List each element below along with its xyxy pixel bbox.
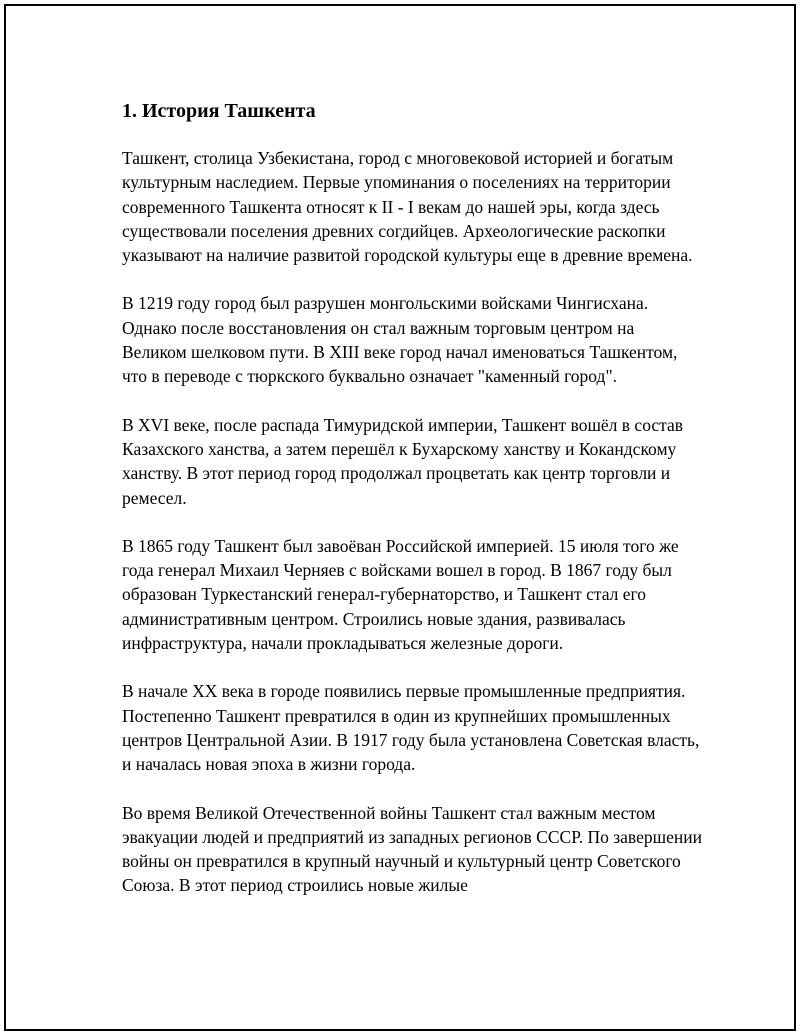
paragraph-russian-empire: В 1865 году Ташкент был завоёван Российской империей. 15 июля того же года генерал Михаил Черняев с войсками вошел в город. В 1867 году был образован Туркестанский генерал-губернаторство, и Ташкент стал его административным центром. Строились новые здания, развивалась инфраструктура, начали прокладываться железные дороги.	[122, 535, 679, 654]
document-body	[122, 98, 702, 922]
paragraph-twentieth-century: В начале XX века в городе появились первые промышленные предприятия. Постепенно Ташкент превратился в один из крупнейших промышленных центров Центральной Азии. В 1917 году была установлена Советская власть, и началась новая эпоха в жизни города.	[122, 681, 700, 775]
paragraph-khanates: В XVI веке, после распада Тимуридской империи, Ташкент вошёл в состав Казахского ханства, а затем перешёл к Бухарскому ханству и Кокандскому ханству. В этот период город продолжал процветать как центр торговли и ремесел.	[122, 414, 684, 508]
paragraph-origins: Ташкент, столица Узбекистана, город с многовековой историей и богатым культурным наследием. Первые упоминания о поселениях на территории современного Ташкента относят к II - I векам до нашей эры, когда здесь существовали поселения древних согдийцев. Археологические раскопки указывают на наличие развитой городской культуры еще в древние времена.	[122, 148, 693, 266]
document-page	[4, 4, 796, 1031]
paragraph-mongol-era: В 1219 году город был разрушен монгольскими войсками Чингисхана. Однако после восстановления он стал важным торговым центром на Великом шелковом пути. В XIII веке город начал именоваться Ташкентом, что в переводе с тюркского буквально означает "каменный город".	[122, 293, 678, 387]
section-heading: 1. История Ташкента	[122, 100, 316, 122]
paragraph-war-period: Во время Великой Отечественной войны Ташкент стал важным местом эвакуации людей и предприятий из западных регионов СССР. По завершении войны он превратился в крупный научный и культурный центр Советского Союза. В этот период строились новые жилые	[122, 802, 702, 896]
